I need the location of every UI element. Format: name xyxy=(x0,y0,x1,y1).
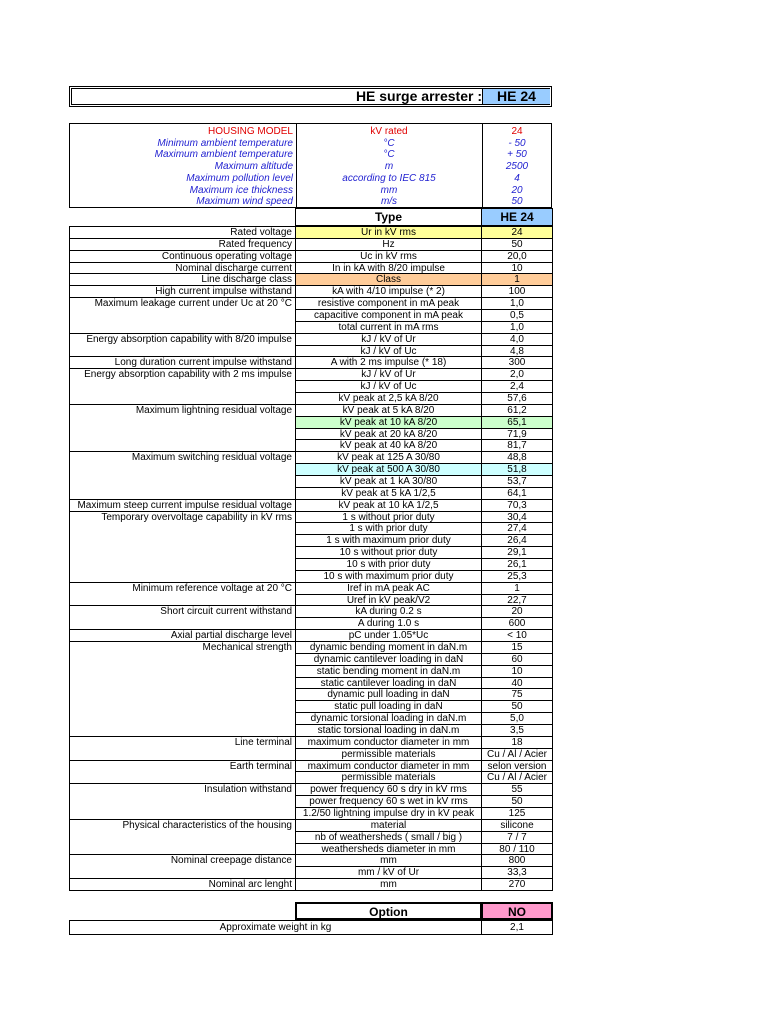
spec-unit: A during 1.0 s xyxy=(295,617,482,630)
condition-unit: m/s xyxy=(380,196,398,208)
option-row xyxy=(295,902,553,920)
spec-unit: mm xyxy=(295,854,482,867)
spec-unit: kV peak at 500 A 30/80 xyxy=(295,463,482,476)
spec-value: 50 xyxy=(481,238,553,251)
spec-value: 27,4 xyxy=(481,522,553,535)
spec-label: Mechanical strength xyxy=(69,641,296,654)
condition-label: Minimum ambient temperature xyxy=(157,137,293,149)
spec-unit: maximum conductor diameter in mm xyxy=(295,760,482,773)
spec-value: 26,4 xyxy=(481,534,553,547)
spec-value: 20 xyxy=(481,605,553,618)
weight-row xyxy=(69,920,553,935)
spec-unit: kJ / kV of Ur xyxy=(295,333,482,346)
spec-value: 10 xyxy=(481,262,553,275)
spec-unit: kV peak at 10 kA 8/20 xyxy=(295,416,482,429)
spec-value: 24 xyxy=(481,226,553,239)
spec-value: 1 xyxy=(481,582,553,595)
spec-unit: material xyxy=(295,819,482,832)
spec-label: Line terminal xyxy=(69,736,296,749)
spec-value: 29,1 xyxy=(481,546,553,559)
spec-unit: Uref in kV peak/V2 xyxy=(295,594,482,607)
spec-value: 2,4 xyxy=(481,380,553,393)
spec-label: Rated voltage xyxy=(69,226,296,239)
spec-value: 125 xyxy=(481,807,553,820)
spec-unit: kV peak at 1 kA 30/80 xyxy=(295,475,482,488)
spec-unit: Class xyxy=(295,273,482,286)
spec-label: Nominal discharge current xyxy=(69,262,296,275)
spec-value: 71,9 xyxy=(481,428,553,441)
spec-value: 270 xyxy=(481,878,553,891)
spec-unit: Iref in mA peak AC xyxy=(295,582,482,595)
condition-value: 50 xyxy=(511,196,523,208)
spec-value: 1,0 xyxy=(481,321,553,334)
spec-value: 30,4 xyxy=(481,511,553,524)
spec-value: 53,7 xyxy=(481,475,553,488)
spec-unit: capacitive component in mA peak xyxy=(295,309,482,322)
spec-label: Maximum lightning residual voltage xyxy=(69,404,296,417)
spec-value: 33,3 xyxy=(481,866,553,879)
condition-unit: °C xyxy=(383,149,395,161)
spec-unit: 1.2/50 lightning impulse dry in kV peak xyxy=(295,807,482,820)
spec-value: 70,3 xyxy=(481,499,553,512)
spec-value: 1,0 xyxy=(481,297,553,310)
spec-unit: 1 s with maximum prior duty xyxy=(295,534,482,547)
condition-unit: kV rated xyxy=(370,126,408,137)
spec-value: 60 xyxy=(481,653,553,666)
option-label: Option xyxy=(295,902,482,920)
spec-value: 61,2 xyxy=(481,404,553,417)
title-bar xyxy=(69,86,552,107)
spec-value: 64,1 xyxy=(481,487,553,500)
spec-label: Physical characteristics of the housing xyxy=(69,819,296,832)
weight-label: Approximate weight in kg xyxy=(69,920,482,935)
spec-unit: weathersheds diameter in mm xyxy=(295,843,482,856)
type-model: HE 24 xyxy=(481,208,553,226)
title-label: HE surge arrester : xyxy=(355,88,482,104)
spec-value: 80 / 110 xyxy=(481,843,553,856)
spec-value: Cu / Al / Acier xyxy=(481,748,553,761)
type-header xyxy=(295,208,553,226)
spec-label: Maximum switching residual voltage xyxy=(69,451,296,464)
spec-value: 4,0 xyxy=(481,333,553,346)
spec-value: 26,1 xyxy=(481,558,553,571)
condition-value: 24 xyxy=(511,126,523,137)
spec-unit: kV peak at 5 kA 1/2,5 xyxy=(295,487,482,500)
condition-label: Maximum pollution level xyxy=(186,172,293,184)
spec-unit: dynamic bending moment in daN.m xyxy=(295,641,482,654)
spec-unit: kV peak at 40 kA 8/20 xyxy=(295,439,482,452)
condition-unit: °C xyxy=(383,137,395,149)
condition-value: 4 xyxy=(514,172,520,184)
spec-value: 7 / 7 xyxy=(481,831,553,844)
spec-value: 15 xyxy=(481,641,553,654)
weight-value: 2,1 xyxy=(481,920,553,935)
spec-unit: dynamic torsional loading in daN.m xyxy=(295,712,482,725)
spec-label: Energy absorption capability with 2 ms impulse xyxy=(69,368,296,381)
spec-unit: static cantilever loading in daN xyxy=(295,677,482,690)
specifications-table xyxy=(69,226,553,890)
spec-unit: kJ / kV of Ur xyxy=(295,368,482,381)
condition-label: Maximum altitude xyxy=(214,161,293,173)
spec-value: 5,0 xyxy=(481,712,553,725)
spec-unit: dynamic cantilever loading in daN xyxy=(295,653,482,666)
spec-unit: maximum conductor diameter in mm xyxy=(295,736,482,749)
spec-unit: 10 s without prior duty xyxy=(295,546,482,559)
spec-unit: kV peak at 10 kA 1/2,5 xyxy=(295,499,482,512)
spec-unit: 1 s with prior duty xyxy=(295,522,482,535)
spec-unit: static torsional loading in daN.m xyxy=(295,724,482,737)
spec-unit: In in kA with 8/20 impulse xyxy=(295,262,482,275)
condition-label: Maximum ice thickness xyxy=(189,184,293,196)
spec-value: 25,3 xyxy=(481,570,553,583)
spec-value: < 10 xyxy=(481,629,553,642)
spec-unit: permissible materials xyxy=(295,748,482,761)
spec-unit: static pull loading in daN xyxy=(295,700,482,713)
spec-value: 50 xyxy=(481,700,553,713)
condition-label: Maximum ambient temperature xyxy=(154,149,293,161)
condition-unit: mm xyxy=(380,184,398,196)
spec-value: 100 xyxy=(481,285,553,298)
spec-value: 51,8 xyxy=(481,463,553,476)
spec-value: 20,0 xyxy=(481,250,553,263)
spec-label: Continuous operating voltage xyxy=(69,250,296,263)
spec-unit: kV peak at 5 kA 8/20 xyxy=(295,404,482,417)
spec-unit: A with 2 ms impulse (* 18) xyxy=(295,356,482,369)
spec-unit: kV peak at 20 kA 8/20 xyxy=(295,428,482,441)
spec-unit: 1 s without prior duty xyxy=(295,511,482,524)
condition-value: + 50 xyxy=(507,149,527,161)
spec-label: Maximum steep current impulse residual voltage xyxy=(69,499,296,512)
spec-label: Long duration current impulse withstand xyxy=(69,356,296,369)
condition-divider xyxy=(482,124,483,207)
spec-label: Rated frequency xyxy=(69,238,296,251)
spec-label: Short circuit current withstand xyxy=(69,605,296,618)
spec-unit: kJ / kV of Uc xyxy=(295,345,482,358)
type-label: Type xyxy=(295,208,482,226)
service-conditions-table xyxy=(69,123,552,208)
spec-label: Maximum leakage current under Uc at 20 °C xyxy=(69,297,296,310)
condition-label: HOUSING MODEL xyxy=(207,126,293,137)
spec-label: High current impulse withstand xyxy=(69,285,296,298)
spec-unit: Hz xyxy=(295,238,482,251)
spec-value: 75 xyxy=(481,688,553,701)
spec-value: 57,6 xyxy=(481,392,553,405)
spec-unit: kV peak at 125 A 30/80 xyxy=(295,451,482,464)
spec-unit: kA during 0.2 s xyxy=(295,605,482,618)
condition-label: Maximum wind speed xyxy=(196,196,293,208)
spec-value: 50 xyxy=(481,795,553,808)
option-value: NO xyxy=(481,902,553,920)
condition-unit: m xyxy=(384,161,394,173)
spec-value: 600 xyxy=(481,617,553,630)
spec-value: silicone xyxy=(481,819,553,832)
spec-value: 800 xyxy=(481,854,553,867)
spec-unit: total current in mA rms xyxy=(295,321,482,334)
spec-value: 81,7 xyxy=(481,439,553,452)
condition-value: - 50 xyxy=(508,137,526,149)
spec-unit: kA with 4/10 impulse (* 2) xyxy=(295,285,482,298)
spec-label: Nominal arc lenght xyxy=(69,878,296,891)
spec-unit: static bending moment in daN.m xyxy=(295,665,482,678)
spec-value: 10 xyxy=(481,665,553,678)
spec-unit: mm / kV of Ur xyxy=(295,866,482,879)
spec-unit: resistive component in mA peak xyxy=(295,297,482,310)
condition-value: 20 xyxy=(511,184,523,196)
condition-divider xyxy=(296,124,297,207)
spec-label: Energy absorption capability with 8/20 impulse xyxy=(69,333,296,346)
spec-value: 0,5 xyxy=(481,309,553,322)
spec-value: 55 xyxy=(481,783,553,796)
spec-label: Temporary overvoltage capability in kV rms xyxy=(69,511,296,524)
spec-value: Cu / Al / Acier xyxy=(481,771,553,784)
title-model: HE 24 xyxy=(482,89,550,104)
spec-value: 1 xyxy=(481,273,553,286)
spec-label: Earth terminal xyxy=(69,760,296,773)
spec-label: Axial partial discharge level xyxy=(69,629,296,642)
spec-unit: Ur in kV rms xyxy=(295,226,482,239)
spec-unit: permissible materials xyxy=(295,771,482,784)
spec-value: 4,8 xyxy=(481,345,553,358)
spec-unit: Uc in kV rms xyxy=(295,250,482,263)
spec-unit: kJ / kV of Uc xyxy=(295,380,482,393)
spec-value: selon version xyxy=(481,760,553,773)
spec-unit: mm xyxy=(295,878,482,891)
spec-unit: 10 s with maximum prior duty xyxy=(295,570,482,583)
condition-unit: according to IEC 815 xyxy=(342,172,436,184)
spec-unit: pC under 1.05*Uc xyxy=(295,629,482,642)
spec-label: Nominal creepage distance xyxy=(69,854,296,867)
spec-value: 3,5 xyxy=(481,724,553,737)
spec-unit: kV peak at 2,5 kA 8/20 xyxy=(295,392,482,405)
spec-unit: dynamic pull loading in daN xyxy=(295,688,482,701)
spec-value: 300 xyxy=(481,356,553,369)
spec-value: 48,8 xyxy=(481,451,553,464)
spec-value: 40 xyxy=(481,677,553,690)
spec-unit: 10 s with prior duty xyxy=(295,558,482,571)
spec-unit: power frequency 60 s dry in kV rms xyxy=(295,783,482,796)
spec-unit: nb of weathersheds ( small / big ) xyxy=(295,831,482,844)
spec-label: Minimum reference voltage at 20 °C xyxy=(69,582,296,595)
spec-value: 22,7 xyxy=(481,594,553,607)
spec-label: Line discharge class xyxy=(69,273,296,286)
spec-value: 2,0 xyxy=(481,368,553,381)
condition-value: 2500 xyxy=(505,161,529,173)
spec-unit: power frequency 60 s wet in kV rms xyxy=(295,795,482,808)
spec-value: 18 xyxy=(481,736,553,749)
spec-label: Insulation withstand xyxy=(69,783,296,796)
spec-value: 65,1 xyxy=(481,416,553,429)
